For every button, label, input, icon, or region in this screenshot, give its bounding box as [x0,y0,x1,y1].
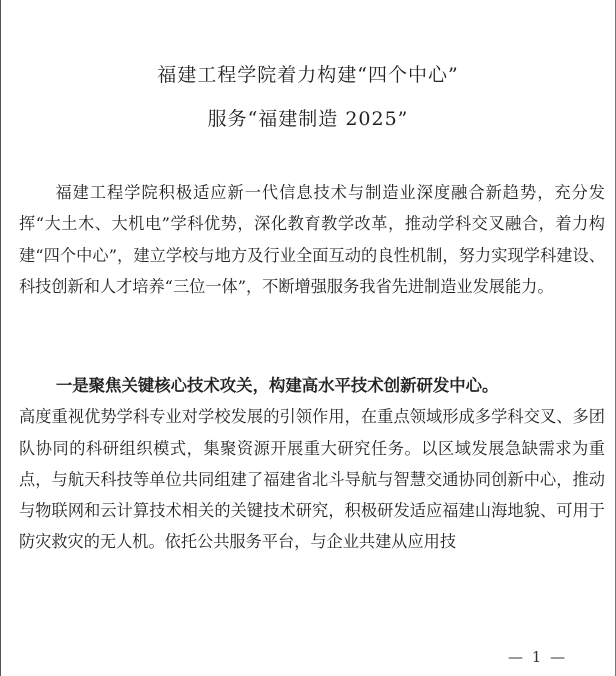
paragraph-point-one [19,370,605,558]
document-title-line1: 福建工程学院着力构建“四个中心” [157,64,459,86]
paragraph-intro [19,177,605,302]
paragraph-point-one-text: 高度重视优势学科专业对学校发展的引领作用，在重点领域形成多学科交叉、多团队协同的科研组织模式，集聚资源开展重大研究任务。以区域发展急缺需求为重点，与航天科技等单位共同组建了福建省北斗导航与智慧交通协同创新中心，推动与物联网和云计算技术相关的关键技术研究，积极研发适应福建山海地貌、可用于防灾救灾的无人机。依托公共服务平台，与企业共建从应用技 [19,407,605,552]
document-title-line2: 服务“福建制造 2025” [207,108,409,130]
paragraph-point-one-heading: 一是聚焦关键核心技术攻关，构建高水平技术创新研发中心。 [55,376,499,395]
page-left-border [0,0,1,676]
paragraph-intro-text: 福建工程学院积极适应新一代信息技术与制造业深度融合新趋势，充分发挥“大土木、大机电”学科优势，深化教育教学改革，推动学科交叉融合，着力构建“四个中心”，建立学校与地方及行业全面互动的良性机制，努力实现学科建设、科技创新和人才培养“三位一体”，不断增强服务我省先进制造业发展能力。 [19,183,605,296]
page-number: — 1 — [508,648,568,666]
